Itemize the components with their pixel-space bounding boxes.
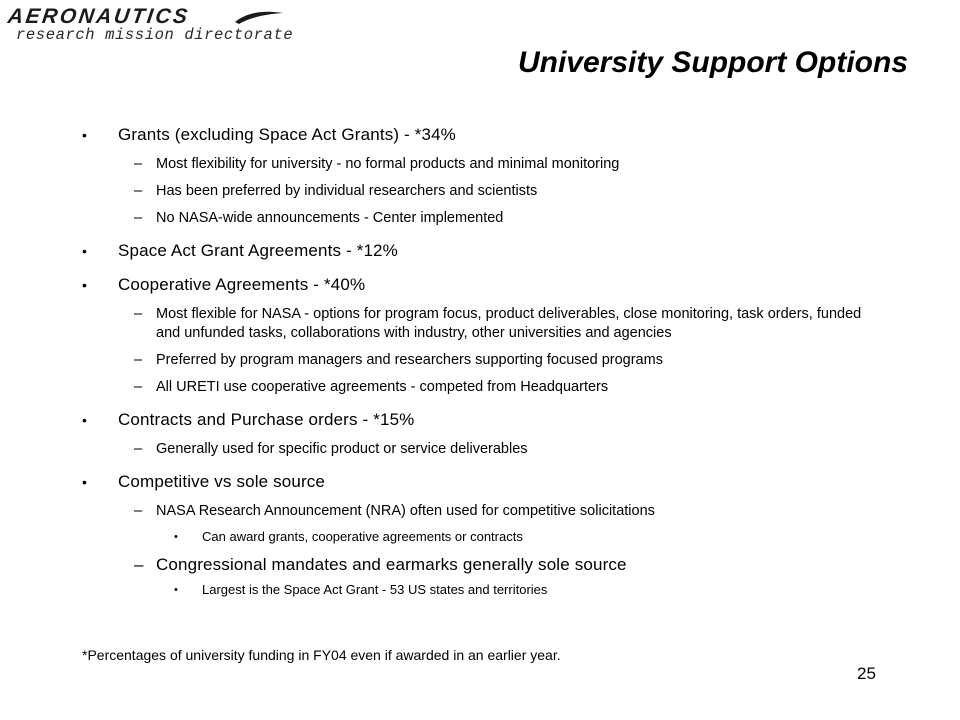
sub-bullet-item bbox=[82, 155, 862, 174]
dash-marker: – bbox=[134, 555, 144, 574]
dash-marker: – bbox=[134, 441, 143, 457]
bullet-marker: • bbox=[82, 412, 87, 428]
bullet-marker: • bbox=[174, 531, 178, 543]
sub-bullet-text: NASA Research Announcement (NRA) often used for competitive solicitations bbox=[156, 503, 655, 519]
sub-bullet-item bbox=[82, 502, 862, 521]
aeronautics-logo bbox=[6, 4, 294, 46]
bullet-item bbox=[82, 409, 862, 431]
dash-marker: – bbox=[134, 183, 143, 199]
dash-marker: – bbox=[134, 352, 143, 368]
sub-bullet-text: All URETI use cooperative agreements - competed from Headquarters bbox=[156, 379, 609, 395]
sub-sub-bullet-text: Largest is the Space Act Grant - 53 US states and territories bbox=[202, 582, 548, 597]
swoosh-icon bbox=[233, 9, 285, 27]
sub-bullet-item bbox=[82, 182, 862, 201]
slide-title: University Support Options bbox=[517, 46, 908, 79]
dash-marker: – bbox=[134, 379, 143, 395]
bullet-marker: • bbox=[82, 127, 87, 143]
bullet-item bbox=[82, 274, 862, 296]
sub-bullet-item bbox=[82, 351, 862, 370]
bullet-text: Cooperative Agreements - *40% bbox=[118, 275, 366, 294]
sub-bullet-text: Congressional mandates and earmarks generally sole source bbox=[156, 555, 627, 574]
bullet-item bbox=[82, 240, 862, 262]
sub-bullet-item bbox=[82, 440, 862, 459]
footnote: *Percentages of university funding in FY04 even if awarded in an earlier year. bbox=[82, 647, 561, 663]
sub-bullet-text: No NASA-wide announcements - Center implemented bbox=[156, 210, 504, 226]
logo-subtitle: research mission directorate bbox=[16, 26, 294, 44]
bullet-marker: • bbox=[82, 243, 87, 259]
bullet-text: Competitive vs sole source bbox=[118, 472, 326, 491]
bullet-marker: • bbox=[174, 584, 178, 596]
dash-marker: – bbox=[134, 306, 143, 322]
sub-bullet-text: Preferred by program managers and researchers supporting focused programs bbox=[156, 352, 663, 368]
bullet-marker: • bbox=[82, 277, 87, 293]
sub-bullet-text: Most flexible for NASA - options for program focus, product deliverables, close monitoring, task orders, funded and unfunded tasks, collaborations with industry, other universities and agencies bbox=[156, 306, 862, 341]
bullet-text: Grants (excluding Space Act Grants) - *34% bbox=[118, 125, 456, 144]
sub-bullet-text: Generally used for specific product or service deliverables bbox=[156, 441, 528, 457]
sub-bullet-item bbox=[82, 305, 862, 343]
sub-bullet-item bbox=[82, 378, 862, 397]
bullet-marker: • bbox=[82, 474, 87, 490]
bullet-text: Space Act Grant Agreements - *12% bbox=[118, 241, 398, 260]
dash-marker: – bbox=[134, 156, 143, 172]
sub-bullet-item bbox=[82, 554, 862, 576]
bullet-item bbox=[82, 471, 862, 493]
bullet-text: Contracts and Purchase orders - *15% bbox=[118, 410, 415, 429]
dash-marker: – bbox=[134, 210, 143, 226]
sub-sub-bullet-text: Can award grants, cooperative agreements or contracts bbox=[202, 529, 523, 544]
page-number: 25 bbox=[857, 664, 876, 683]
sub-sub-bullet-item bbox=[82, 582, 862, 598]
dash-marker: – bbox=[134, 503, 143, 519]
sub-bullet-item bbox=[82, 209, 862, 228]
sub-bullet-text: Has been preferred by individual researchers and scientists bbox=[156, 183, 538, 199]
sub-bullet-text: Most flexibility for university - no formal products and minimal monitoring bbox=[156, 156, 620, 172]
slide-content bbox=[82, 124, 862, 607]
sub-sub-bullet-item bbox=[82, 529, 862, 545]
bullet-item bbox=[82, 124, 862, 146]
logo-word-text: AERONAUTICS bbox=[6, 5, 192, 28]
